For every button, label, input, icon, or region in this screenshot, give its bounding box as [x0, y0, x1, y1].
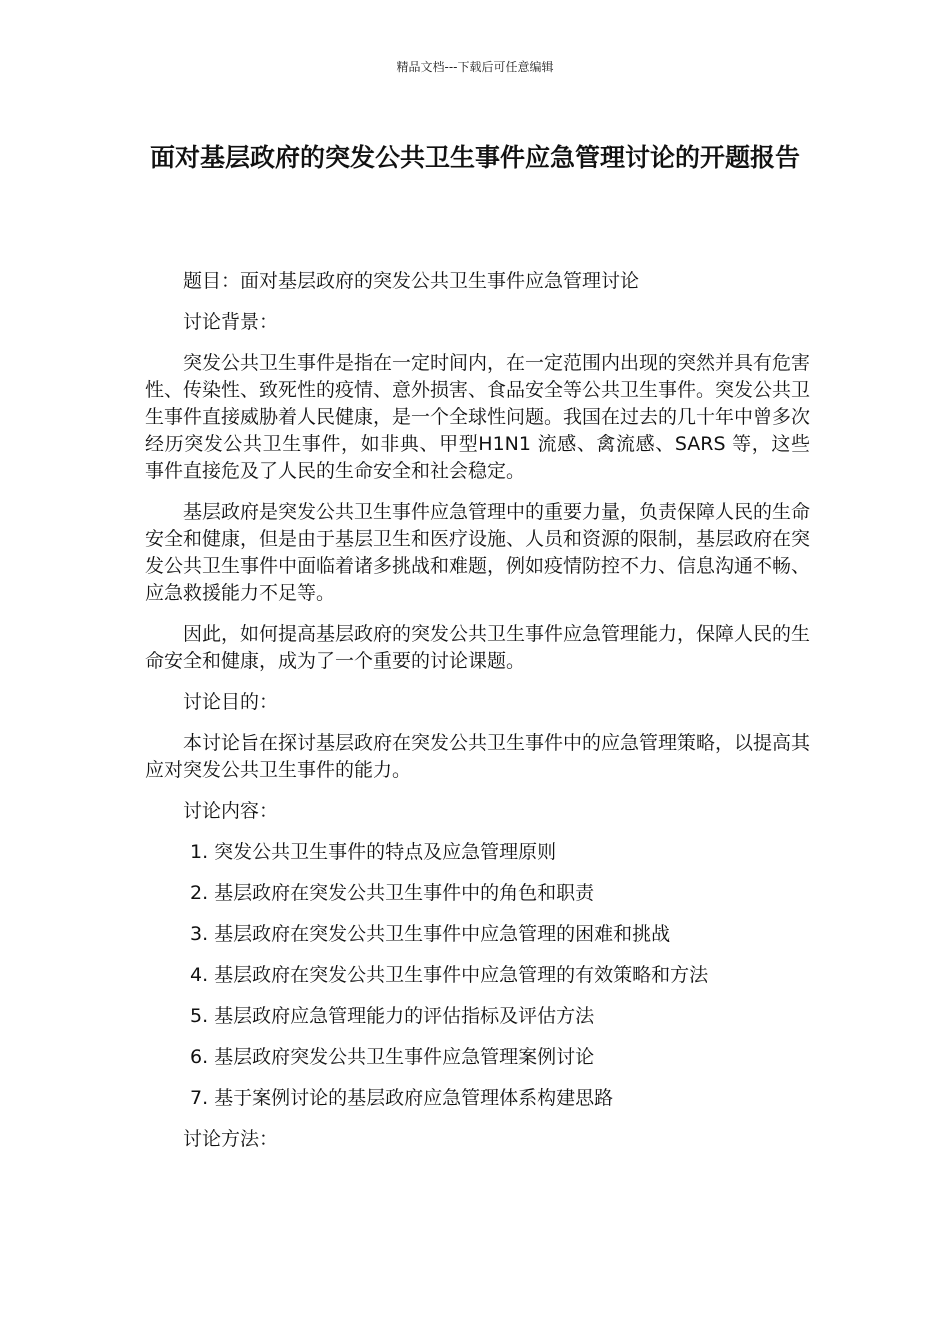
background-paragraph-2: 基层政府是突发公共卫生事件应急管理中的重要力量，负责保障人民的生命安全和健康，但是由于基层卫生和医疗设施、人员和资源的限制，基层政府在突发公共卫生事件中面临着诸多挑战和难题，例如疫情防控不力、信息沟通不畅、应急救援能力不足等。 [145, 501, 811, 604]
background-paragraph-3: 因此，如何提高基层政府的突发公共卫生事件应急管理能力，保障人民的生命安全和健康，成为了一个重要的讨论课题。 [145, 623, 811, 672]
content-list-item: 4. 基层政府在突发公共卫生事件中应急管理的有效策略和方法 [190, 964, 709, 986]
background-heading: 讨论背景： [183, 311, 279, 333]
content-heading: 讨论内容： [183, 800, 279, 822]
topic-line: 题目：面对基层政府的突发公共卫生事件应急管理讨论 [183, 270, 640, 292]
content-list-item: 5. 基层政府应急管理能力的评估指标及评估方法 [190, 1005, 595, 1027]
background-paragraph-1: 突发公共卫生事件是指在一定时间内，在一定范围内出现的突然并具有危害性、传染性、致死性的疫情、意外损害、食品安全等公共卫生事件。突发公共卫生事件直接威胁着人民健康，是一个全球性问题。我国在过去的几十年中曾多次经历突发公共卫生事件，如非典、甲型H1N1 流感、禽流感、SARS 等，这些事件直接危及了人民的生命安全和社会稳定。 [145, 352, 811, 482]
document-body [145, 268, 810, 1167]
purpose-heading: 讨论目的： [183, 691, 279, 713]
content-list-item: 7. 基于案例讨论的基层政府应急管理体系构建思路 [190, 1087, 614, 1109]
content-list-item: 1. 突发公共卫生事件的特点及应急管理原则 [190, 841, 557, 863]
document-title: 面对基层政府的突发公共卫生事件应急管理讨论的开题报告 [149, 143, 800, 172]
page-header: 精品文档---下载后可任意编辑 [396, 60, 554, 74]
content-list-item: 6. 基层政府突发公共卫生事件应急管理案例讨论 [190, 1046, 595, 1068]
content-list-item: 2. 基层政府在突发公共卫生事件中的角色和职责 [190, 882, 595, 904]
method-heading: 讨论方法： [183, 1128, 279, 1150]
content-list-item: 3. 基层政府在突发公共卫生事件中应急管理的困难和挑战 [190, 923, 671, 945]
purpose-paragraph: 本讨论旨在探讨基层政府在突发公共卫生事件中的应急管理策略，以提高其应对突发公共卫生事件的能力。 [145, 732, 811, 781]
